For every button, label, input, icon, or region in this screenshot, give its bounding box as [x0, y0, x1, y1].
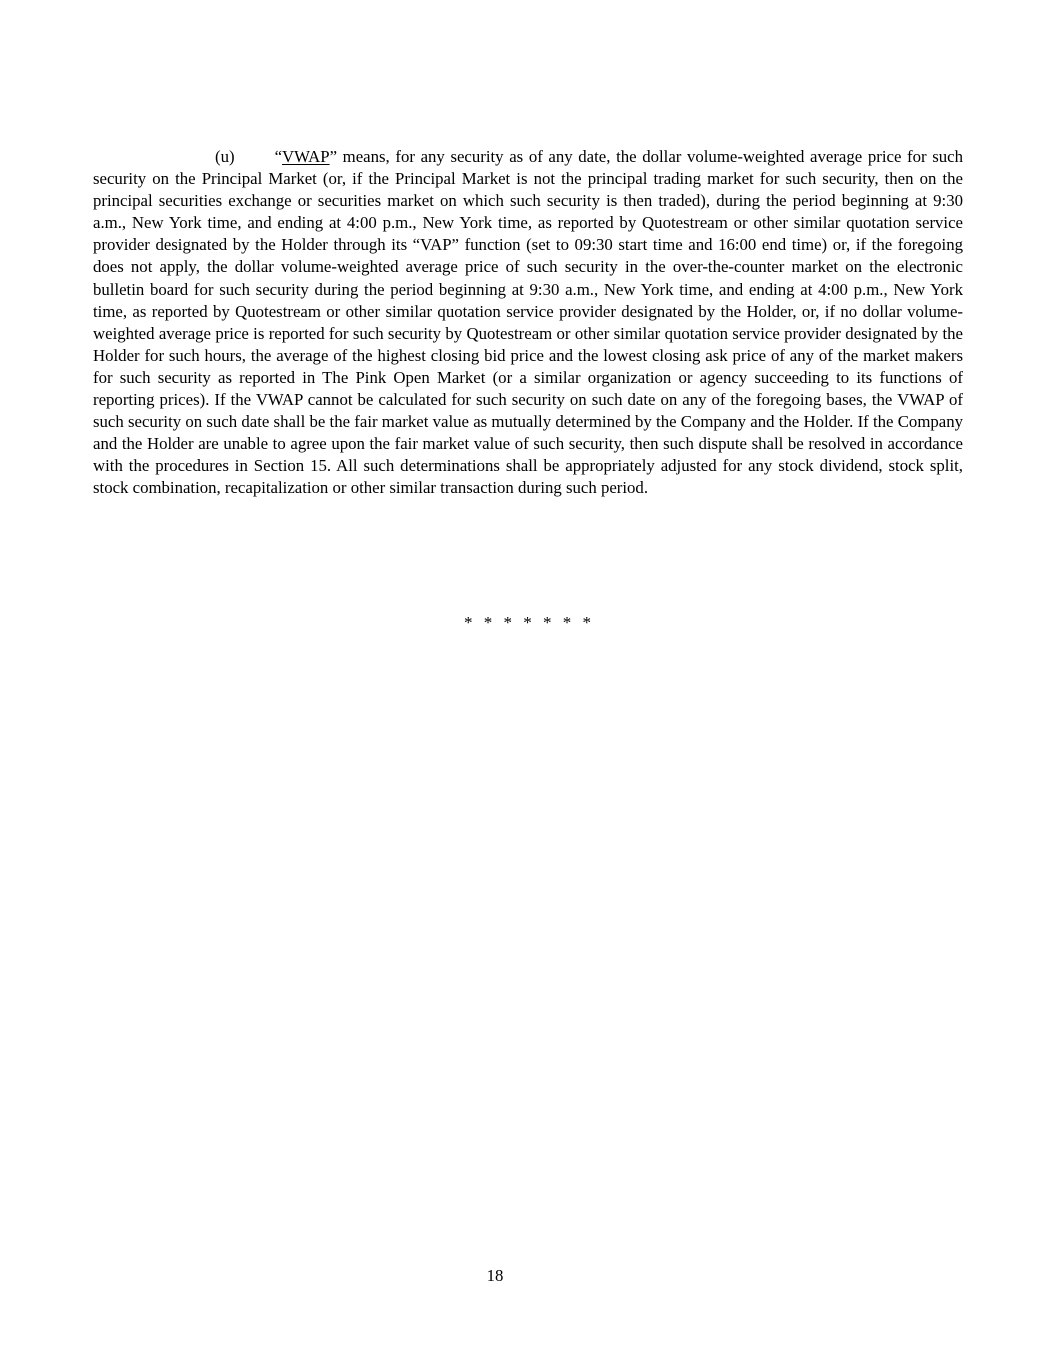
asterisk-separator: * * * * * * * [464, 613, 591, 632]
open-quote: “ [274, 147, 283, 166]
definition-paragraph [93, 146, 963, 500]
defined-term: VWAP [282, 147, 330, 166]
page-number: 18 [486, 1266, 504, 1285]
paragraph-body: ” means, for any security as of any date, the dollar volume-weighted average price for such security on the Principal Market (or, if the Principal Market is not the principal trading market for such security, then on the principal securities exchange or securities market on which such security is then traded), during the period beginning at 9:30 a.m., New York time, and ending at 4:00 p.m., New York time, as reported by Quotestream or other similar quotation service provider designated by the Holder through its “VAP” function (set to 09:30 start time and 16:00 end time) or, if the foregoing does not apply, the dollar volume-weighted average price of such security in the over-the-counter market on the electronic bulletin board for such security during the period beginning at 9:30 a.m., New York time, and ending at 4:00 p.m., New York time, as reported by Quotestream or other similar quotation service provider designated by the Holder, or, if no dollar volume-weighted average price is reported for such security by Quotestream or other similar quotation service provider designated by the Holder for such hours, the average of the highest closing bid price and the lowest closing ask price of any of the market makers for such security as reported in The Pink Open Market (or a similar organization or agency succeeding to its functions of reporting prices). If the VWAP cannot be calculated for such security on such date on any of the foregoing bases, the VWAP of such security on such date shall be the fair market value as mutually determined by the Company and the Holder. If the Company and the Holder are unable to agree upon the fair market value of such security, then such dispute shall be resolved in accordance with the procedures in Section 15. All such determinations shall be appropriately adjusted for any stock dividend, stock split, stock combination, recapitalization or other similar transaction during such period. [93, 147, 963, 498]
clause-marker: (u) [215, 147, 235, 166]
